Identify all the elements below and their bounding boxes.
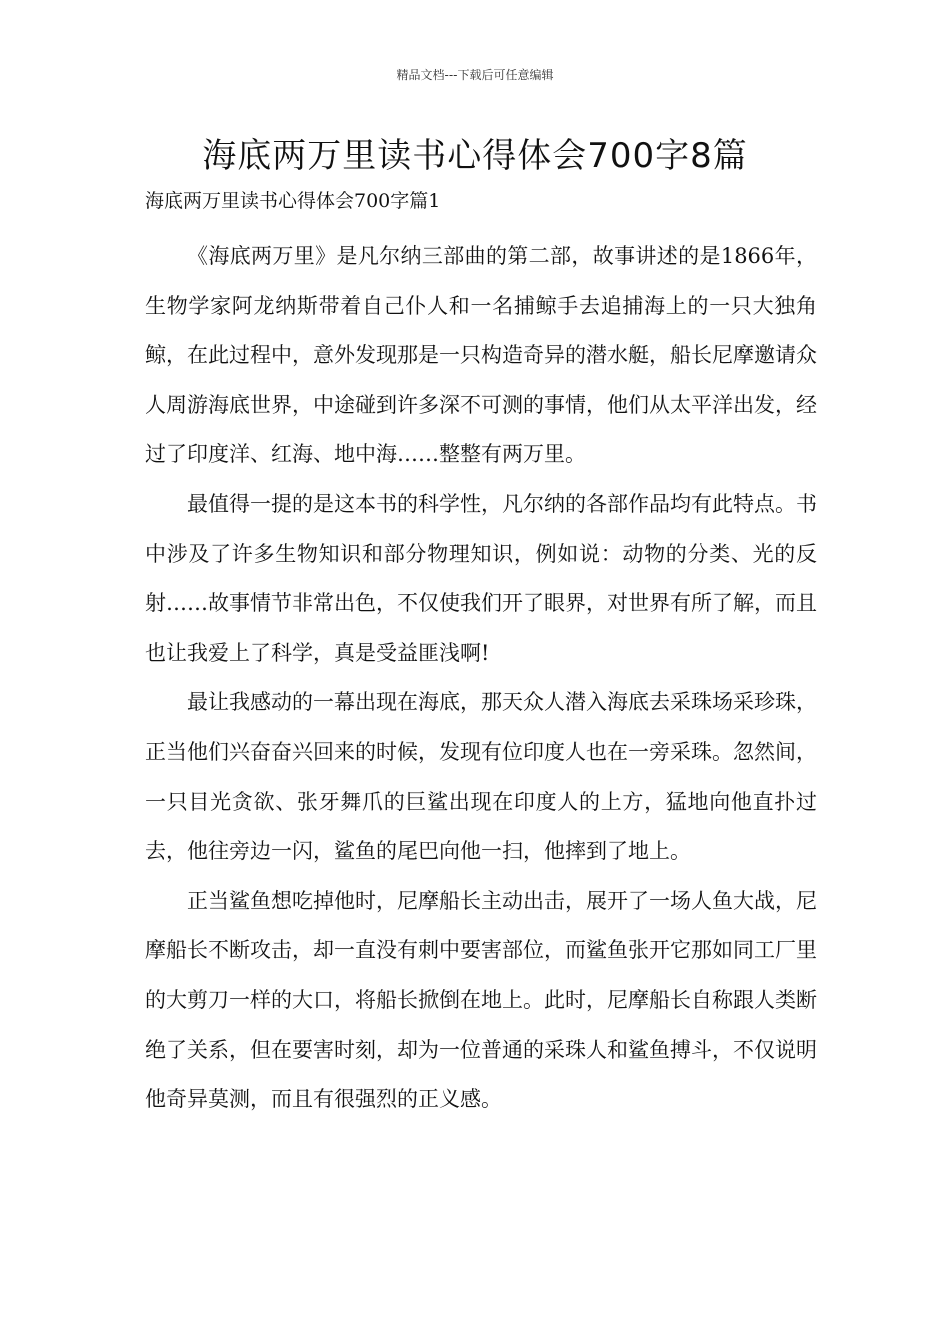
paragraph: 正当鲨鱼想吃掉他时，尼摩船长主动出击，展开了一场人鱼大战，尼摩船长不断攻击，却一直没有刺中要害部位，而鲨鱼张开它那如同工厂里的大剪刀一样的大口，将船长掀倒在地上。此时，尼摩船长自称跟人类断绝了关系，但在要害时刻，却为一位普通的采珠人和鲨鱼搏斗，不仅说明他奇异莫测，而且有很强烈的正义感。 (145, 888, 817, 1112)
section-heading: 海底两万里读书心得体会700字篇1 (145, 190, 441, 212)
page-header-note: 精品文档---下载后可任意编辑 (396, 68, 554, 82)
document-title: 海底两万里读书心得体会700字8篇 (202, 136, 748, 176)
document-body (145, 232, 817, 1125)
paragraph: 《海底两万里》是凡尔纳三部曲的第二部，故事讲述的是1866年，生物学家阿龙纳斯带着自己仆人和一名捕鲸手去追捕海上的一只大独角鲸，在此过程中，意外发现那是一只构造奇异的潜水艇，船长尼摩邀请众人周游海底世界，中途碰到许多深不可测的事情，他们从太平洋出发，经过了印度洋、红海、地中海……整整有两万里。 (145, 244, 817, 467)
paragraph: 最值得一提的是这本书的科学性，凡尔纳的各部作品均有此特点。书中涉及了许多生物知识和部分物理知识，例如说：动物的分类、光的反射……故事情节非常出色，不仅使我们开了眼界，对世界有所了解，而且也让我爱上了科学，真是受益匪浅啊! (145, 491, 817, 665)
paragraph: 最让我感动的一幕出现在海底，那天众人潜入海底去采珠场采珍珠，正当他们兴奋奋兴回来的时候，发现有位印度人也在一旁采珠。忽然间，一只目光贪欲、张牙舞爪的巨鲨出现在印度人的上方，猛地向他直扑过去，他往旁边一闪，鲨鱼的尾巴向他一扫，他摔到了地上。 (145, 690, 817, 864)
